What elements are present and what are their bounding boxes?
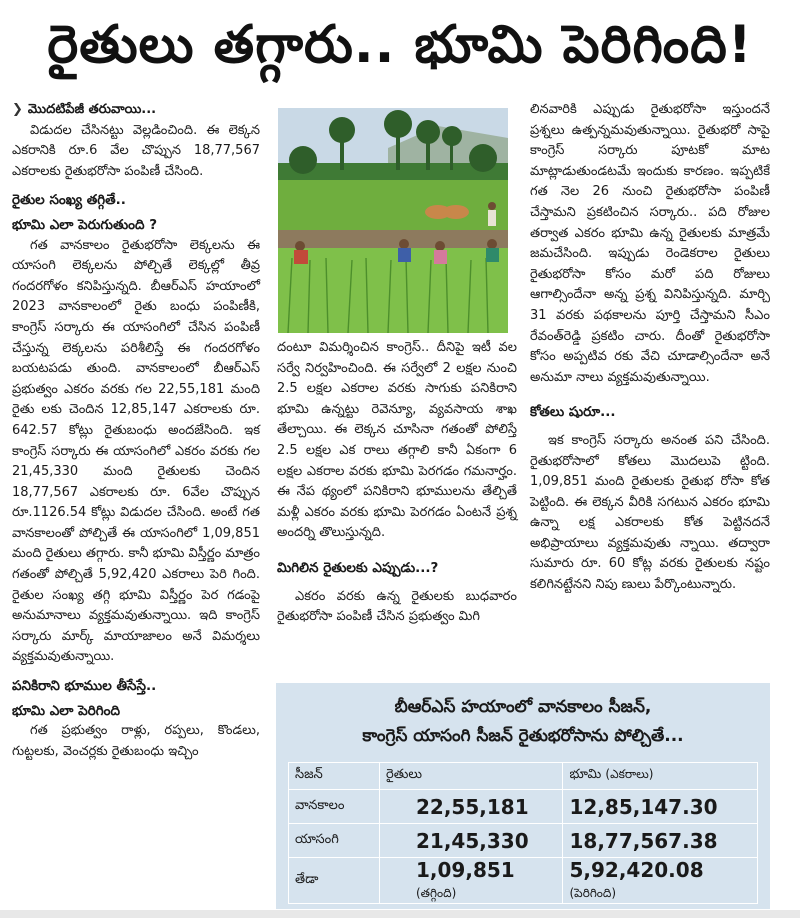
header-season: సీజన్ xyxy=(289,763,380,790)
row-season: తేడా xyxy=(289,858,380,904)
row-season: వానకాలం xyxy=(289,790,380,824)
row-land: 18,77,567.38 xyxy=(563,824,758,858)
row-farmers xyxy=(380,858,563,904)
row-farmers: 22,55,181 xyxy=(380,790,563,824)
subheading: భూమి ఎలా పెరుగుతుంది ? xyxy=(12,216,158,233)
chevron-right-icon: ❯ xyxy=(12,102,23,117)
table-title-line-2: కాంగ్రెస్ యాసంగి సీజన్ రైతుభరోసాను పోల్చితే... xyxy=(362,726,684,746)
subheading: భూమి ఎలా పెరిగింది xyxy=(12,702,120,719)
article-column-1 xyxy=(12,100,260,762)
header-land-unit: (ఎకరాలు) xyxy=(605,767,654,781)
row-farmers-note: (తగ్గింది) xyxy=(416,886,457,900)
subheading: పనికిరాని భూముల తీసేస్తే.. xyxy=(12,678,157,695)
row-farmers-value: 1,09,851 xyxy=(416,858,515,882)
comparison-table-box xyxy=(276,683,770,909)
kicker-text: మొదటిపేజీ తరువాయి... xyxy=(27,102,157,117)
row-land-value: 5,92,420.08 xyxy=(569,858,704,882)
paragraph: గత ప్రభుత్వం రాళ్లు, రప్పలు, కొండలు, గుట్టలకు, వెంచర్లకు రైతుబంధు ఇచ్చిం xyxy=(12,723,260,759)
bottom-strip xyxy=(0,910,800,918)
row-land: 12,85,147.30 xyxy=(563,790,758,824)
article-column-3 xyxy=(530,100,770,596)
header-land xyxy=(563,763,758,790)
comparison-table xyxy=(288,762,758,904)
headline: రైతులు తగ్గారు.. భూమి పెరిగింది! xyxy=(47,14,753,75)
row-farmers: 21,45,330 xyxy=(380,824,563,858)
subheading: మిగిలిన రైతులకు ఎప్పుడు...? xyxy=(277,559,439,576)
paragraph: గత వానకాలం రైతుభరోసా లెక్కలను ఈ యాసంగి లెక్కలను పోల్చితే లెక్కల్లో తీవ్ర గందరగోళం కనిపిస్తున్నది. బీఆర్ఎస్ హయాంలో 2023 వానకాలంలో రైతు బంధు పంపిణీకి, కాంగ్రెస్ సర్కారు ఈ యాసంగిలో చేసిన పంపిణీ చేస్తున్న లెక్కలను పరిశీలిస్తే ఈ గందరగోళం బయటపడు తుంది. వానకాలంలో బీఆర్ఎస్ ప్రభుత్వం ఎకరం వరకు గల 22,55,181 మంది రైతు లకు చెందిన 12,85,147 ఎకరాలకు రూ. 642.57 కోట్లు రైతుబంధు అందజేసింది. ఇక కాంగ్రెస్ సర్కారు ఈ యాసంగిలో ఎకరం వరకు గల 21,45,330 మంది రైతులకు చెందిన 18,77,567 ఎకరాలకు రూ. 6వేల చొప్పున రూ.1126.54 కోట్లు విడుదల చేసింది. అంటే గత వానకాలంతో పోల్చితే ఈ యాసంగిలో 1,09,851 మంది రైతులు తగ్గారు. కానీ భూమి విస్తీర్ణం మాత్రం గతంతో పోల్చితే 5,92,420 ఎకరాలు పెరి గింది. రైతుల సంఖ్య తగ్గి భూమి విస్తీర్ణం పెర గడంపై అనుమానాలు వ్యక్తమవుతున్నాయి. ఇది కాంగ్రెస్ సర్కారు మార్క్ మాయాజాలం అనే విమర్శలు వ్యక్తమవుతున్నాయి. xyxy=(12,237,260,665)
paddy-field-image xyxy=(278,108,508,333)
farm-photo xyxy=(278,108,508,333)
subheading: రైతుల సంఖ్య తగ్గితే.. xyxy=(12,192,126,209)
table-row xyxy=(289,858,758,904)
table-header-row xyxy=(289,763,758,790)
paragraph: ఎకరం వరకు ఉన్న రైతులకు బుధవారం రైతుభరోసా పంపిణీ చేసిన ప్రభుత్వం మిగి xyxy=(277,588,517,625)
paragraph: ఇక కాంగ్రెస్ సర్కారు అనంత పని చేసింది. రైతుభరోసాలో కోతలు మొదలుపె ట్టింది. 1,09,851 మంది రైతులకు రైతుభ రోసా కోత పెట్టింది. ఈ లెక్కన వీరికి సగటున ఎకరం భూమి ఉన్నా లక్ష ఎకరాలకు కోత పెట్టినదనే అభిప్రాయాలు వ్యక్తమవుతు న్నాయి. తద్వారా సుమారు రూ. 60 కోట్ల వరకు రైతులకు నష్టం కలిగినట్టేనని నిపు ణులు పేర్కొంటున్నారు. xyxy=(530,432,770,593)
subheading: కోతలు షురూ... xyxy=(530,404,616,421)
row-land-note: (పెరిగింది) xyxy=(569,886,617,900)
row-season: యాసంగి xyxy=(289,824,380,858)
paragraph: విడుదల చేసినట్టు వెల్లడించింది. ఈ లెక్కన ఎకరానికి రూ.6 వేల చొప్పున 18,77,567 ఎకరాలకు రైతుభరోసా పంపిణీ చేసింది. xyxy=(12,122,260,179)
header-farmers: రైతులు xyxy=(380,763,563,790)
header-land-label: భూమి xyxy=(569,767,602,782)
row-land xyxy=(563,858,758,904)
table-row xyxy=(289,824,758,858)
article-column-2 xyxy=(277,338,517,628)
paragraph: లినవారికి ఎప్పుడు రైతుభరోసా ఇస్తుందనే ప్రశ్నలు ఉత్పన్నమవుతున్నాయి. రైతుభరో సాపై కాంగ్రెస్ సర్కారు పూటకో మాట మాట్లాడుతుండటమే ఇందుకు కారణం. ఇప్పటికే గత నెల 26 నుంచి రైతుభరోసా పంపిణీ చేస్తామని ప్రకటించిన సర్కారు.. పది రోజుల తర్వాత ఎకరం భూమి ఉన్న రైతులకు మాత్రమే జమచేసింది. ఇప్పుడు రెండెకరాల రైతులు రైతుభరోసా కోసం మరో పది రోజులు ఆగాల్సిందేనా అన్న ప్రశ్న వినిపిస్తున్నది. మార్చి 31 వరకు పథకాలను పూర్తి చేస్తామని సీఎం రేవంత్‌రెడ్డి ప్రకటిం చారు. దీంతో రైతుభరోసా కోసం అప్పటివ రకు వేచి చూడాల్సిందేనా అనే అనుమా నాలు వ్యక్తమవుతున్నాయి. xyxy=(530,102,770,385)
table-title-line-1: బీఆర్ఎస్ హయాంలో వానకాలం సీజన్, xyxy=(394,697,652,717)
table-row xyxy=(289,790,758,824)
continued-kicker xyxy=(12,100,260,121)
paragraph: దంటూ విమర్శించిన కాంగ్రెస్.. దీనిపై ఇటీ వల సర్వే నిర్వహించింది. ఈ సర్వేలో 2 లక్షల నుంచి 2.5 లక్షల ఎకరాల వరకు సాగుకు పనికిరాని భూమి ఉన్నట్టు రెవెన్యూ, వ్యవసాయ శాఖ తేల్చాయి. ఈ లెక్కన చూసినా గతంతో పోలిస్తే 2.5 లక్షల ఎక రాలు తగ్గాలి కానీ ఏకంగా 6 లక్షల ఎకరాల వరకు భూమి పెరగడం గమనార్హం. ఈ నేప థ్యంలో పనికిరాని భూములను తేల్చితే మళ్లీ ఎకరం వరకు భూమి పెరగడం ఏంటనే ప్రశ్న అందర్ని తొలుస్తున్నది. xyxy=(277,340,517,541)
